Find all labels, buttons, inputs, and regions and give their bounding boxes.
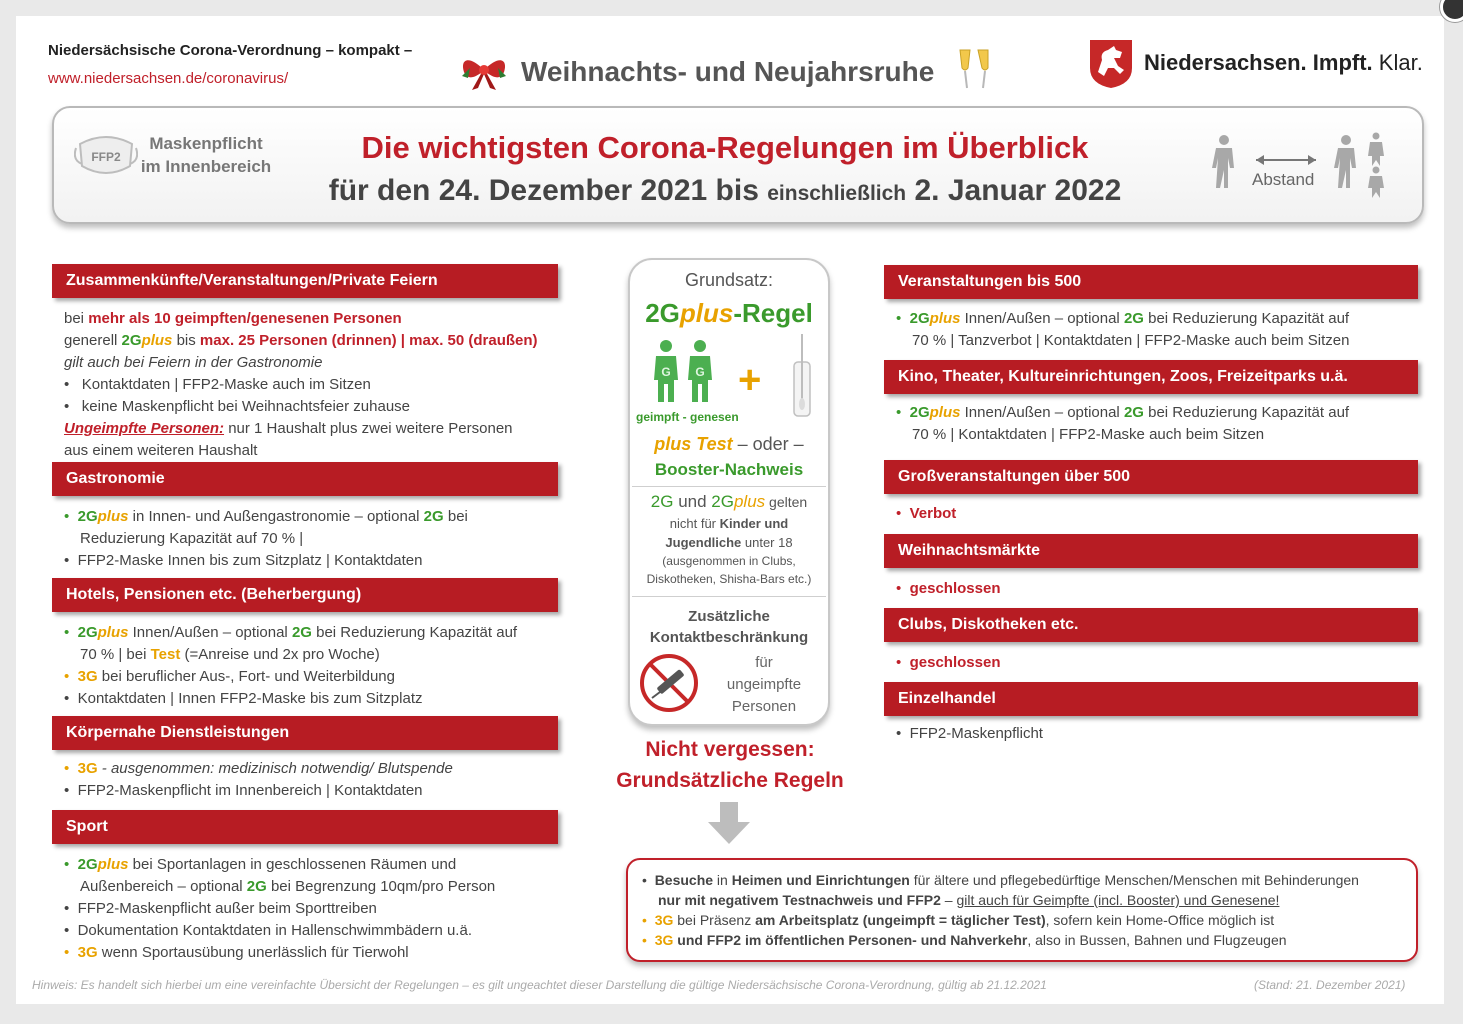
- body-services-bullet-2: • FFP2-Maskenpflicht im Innenbereich | Kontaktdaten: [64, 782, 423, 799]
- sport-bullet-4: • 3G wenn Sportausübung unerlässlich für Tierwohl: [64, 944, 409, 961]
- body-services-bullet-1: • 3G - ausgenommen: medizinisch notwendig/ Blutspende: [64, 760, 453, 777]
- basic-rules-reminder: Nicht vergessen: Grundsätzliche Regeln: [616, 738, 844, 792]
- culture-bullet-1-cont: 70 % | Kontaktdaten | FFP2-Maske auch beim Sitzen: [912, 426, 1265, 443]
- date-range-headline: für den 24. Dezember 2021 bis einschließlich 2. Januar 2022: [328, 174, 1122, 207]
- no-vaccine-icon: [638, 652, 700, 714]
- gatherings-line-2: generell 2Gplus bis max. 25 Personen (drinnen) | max. 50 (draußen): [64, 332, 538, 349]
- divider: [632, 596, 826, 597]
- events-500-bullet-1-cont: 70 % | Tanzverbot | Kontaktdaten | FFP2-Maske auch beim Sitzen: [912, 332, 1350, 349]
- divider: [632, 486, 826, 487]
- principle-label: Grundsatz:: [684, 270, 774, 290]
- large-events-bullet-1: • Verbot: [896, 505, 957, 522]
- section-header-sport: Sport: [52, 810, 558, 844]
- svg-text:G: G: [695, 365, 705, 379]
- infographic-page: [16, 16, 1444, 1004]
- rule-visits-line-2: nur mit negativem Testnachweis und FFP2 – gilt auch für Geimpfte (incl. Booster) und Genesene!: [658, 892, 1280, 908]
- gatherings-bullet-2: • keine Maskenpflicht bei Weihnachtsfeier zuhause: [64, 398, 411, 415]
- main-headline: Die wichtigsten Corona-Regelungen im Überblick: [361, 130, 1089, 165]
- section-header-hotels: Hotels, Pensionen etc. (Beherbergung): [52, 578, 558, 612]
- headline-banner: [52, 106, 1424, 224]
- sport-bullet-1: • 2Gplus bei Sportanlagen in geschlossenen Räumen und: [64, 856, 457, 873]
- retail-bullet-1: • FFP2-Maskenpflicht: [896, 725, 1043, 742]
- hotels-bullet-3: • Kontaktdaten | Innen FFP2-Maske bis zum Sitzplatz: [64, 690, 423, 707]
- niedersachsen-horse-logo: [1088, 38, 1134, 90]
- test-or-label: plus Test – oder –: [654, 434, 804, 454]
- sport-bullet-3: • Dokumentation Kontaktdaten in Hallenschwimmbädern u.ä.: [64, 922, 472, 939]
- christmas-bow-icon: [458, 52, 510, 92]
- holiday-title: Weihnachts- und Neujahrsruhe: [521, 56, 935, 87]
- section-header-clubs: Clubs, Diskotheken etc.: [884, 608, 1418, 642]
- principle-box: [628, 258, 830, 726]
- regulation-title: Niedersächsische Corona-Verordnung – kompakt –: [48, 42, 413, 59]
- basic-rules-box: [626, 858, 1418, 962]
- sport-bullet-2: • FFP2-Maskenpflicht außer beim Sporttreiben: [64, 900, 377, 917]
- clubs-bullet-1: • geschlossen: [896, 654, 1001, 671]
- gatherings-bullet-1: • Kontaktdaten | FFP2-Maske auch im Sitzen: [64, 376, 371, 393]
- gastronomy-bullet-1-cont: Reduzierung Kapazität auf 70 % |: [80, 530, 304, 547]
- hotels-bullet-2: • 3G bei beruflicher Aus-, Fort- und Weiterbildung: [64, 668, 395, 685]
- hotels-bullet-1: • 2Gplus Innen/Außen – optional 2G bei Reduzierung Kapazität auf: [64, 624, 518, 641]
- distance-people-icon: [1204, 130, 1394, 202]
- unvaccinated-persons-text: für ungeimpfte Personen: [726, 654, 802, 715]
- section-header-body-services: Körpernahe Dienstleistungen: [52, 716, 558, 750]
- events-500-bullet-1: • 2Gplus Innen/Außen – optional 2G bei Reduzierung Kapazität auf: [896, 310, 1350, 327]
- footer-disclaimer: Hinweis: Es handelt sich hierbei um eine vereinfachte Übersicht der Regelungen – es gilt ungeachtet dieser Darstellung die gültige Niedersächsische Corona-Verordnung, gültig ab 21.12.2021: [32, 978, 1047, 992]
- gastronomy-bullet-2: • FFP2-Maske Innen bis zum Sitzplatz | Kontaktdaten: [64, 552, 423, 569]
- culture-bullet-1: • 2Gplus Innen/Außen – optional 2G bei Reduzierung Kapazität auf: [896, 404, 1350, 421]
- svg-text:G: G: [661, 365, 671, 379]
- svg-text:FFP2: FFP2: [91, 150, 121, 164]
- gastronomy-bullet-1: • 2Gplus in Innen- und Außengastronomie – optional 2G bei: [64, 508, 468, 525]
- section-header-gatherings: Zusammenkünfte/Veranstaltungen/Private Feiern: [52, 264, 558, 298]
- rule-public-transport: • 3G und FFP2 im öffentlichen Personen- und Nahverkehr, also in Bussen, Bahnen und Flugzeugen: [642, 932, 1287, 948]
- distance-label: Abstand: [1252, 170, 1315, 189]
- section-header-events-500: Veranstaltungen bis 500: [884, 265, 1418, 299]
- booster-label: Booster-Nachweis: [654, 460, 804, 479]
- footer-date: (Stand: 21. Dezember 2021): [1254, 978, 1406, 992]
- gatherings-line-1: bei mehr als 10 geimpften/genesenen Personen: [64, 310, 402, 327]
- section-header-retail: Einzelhandel: [884, 682, 1418, 716]
- christmas-markets-bullet-1: • geschlossen: [896, 580, 1001, 597]
- gatherings-line-7: aus einem weiteren Haushalt: [64, 442, 258, 459]
- sport-bullet-1-cont: Außenbereich – optional 2G bei Begrenzung 10qm/pro Person: [80, 878, 496, 895]
- additional-contact-restriction: Zusätzliche Kontaktbeschränkung: [649, 608, 809, 646]
- 2g-applies-text: 2G und 2Gplus gelten: [650, 492, 808, 511]
- clubs-exception-text: (ausgenommen in Clubs, Diskotheken, Shisha-Bars etc.): [646, 554, 812, 586]
- regulation-url[interactable]: www.niedersachsen.de/coronavirus/: [48, 70, 289, 87]
- gatherings-line-3: gilt auch bei Feiern in der Gastronomie: [64, 354, 323, 371]
- children-exception-text: nicht für Kinder und Jugendliche unter 18: [665, 516, 793, 550]
- mask-requirement-text: Maskenpflicht im Innenbereich: [140, 134, 272, 176]
- down-arrow-icon: [706, 800, 752, 846]
- gatherings-line-6: Ungeimpfte Personen: nur 1 Haushalt plus zwei weitere Personen: [64, 420, 513, 437]
- impf-slogan: Niedersachsen. Impft. Klar.: [1144, 50, 1423, 75]
- rule-visits-line-1: • Besuche in Heimen und Einrichtungen für ältere und pflegebedürftige Menschen/Menschen mit Behinderungen: [642, 872, 1359, 888]
- section-header-gastronomy: Gastronomie: [52, 462, 558, 496]
- test-swab-icon: [788, 332, 816, 418]
- rule-title: 2Gplus-Regel: [645, 298, 813, 328]
- rule-workplace: • 3G bei Präsenz am Arbeitsplatz (ungeimpft = täglicher Test), sofern kein Home-Office möglich ist: [642, 912, 1275, 928]
- vaccinated-recovered-people-icon: [648, 338, 720, 404]
- plus-sign-icon: +: [738, 358, 762, 402]
- section-header-culture: Kino, Theater, Kultureinrichtungen, Zoos, Freizeitparks u.ä.: [884, 360, 1418, 394]
- champagne-glasses-icon: [956, 46, 996, 94]
- section-header-large-events: Großveranstaltungen über 500: [884, 460, 1418, 494]
- vaccinated-recovered-label: geimpft - genesen: [636, 410, 739, 424]
- section-header-christmas-markets: Weihnachtsmärkte: [884, 534, 1418, 568]
- hotels-bullet-1-cont: 70 % | bei Test (=Anreise und 2x pro Woche): [80, 646, 380, 663]
